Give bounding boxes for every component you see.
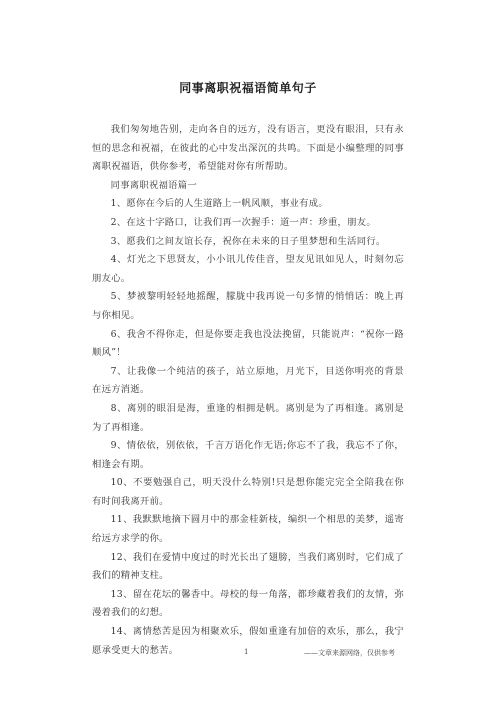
page-number: 1 <box>244 648 249 656</box>
list-item: 6、我舍不得你走，但是你要走我也没法挽留，只能说声：“祝你一路顺风”！ <box>92 328 404 359</box>
list-item: 12、我们在爱情中度过的时光长出了翅膀，当我们离别时，它们成了我们的精神支柱。 <box>92 551 404 582</box>
list-item: 5、梦被黎明轻轻地摇醒，朦胧中我再说一句多情的悄悄话：晚上再与你相见。 <box>92 291 404 321</box>
list-item: 8、离别的眼泪是海，重逢的相拥是帆。离别是为了再相逢。离别是为了再相逢。 <box>92 402 404 433</box>
intro-paragraph: 我们匆匆地告别，走向各自的远方，没有语言，更没有眼泪，只有永恒的思念和祝福，在彼此的心中发出深沉的共鸣。下面是小编整理的同事离职祝福语，供你参考，希望能对你有所帮助。 <box>92 124 404 173</box>
section-heading: 同事离职祝福语篇一 <box>110 179 197 191</box>
list-item: 2、在这十字路口，让我们再一次握手：道一声：珍重，朋友。 <box>110 216 376 228</box>
list-item: 13、留在花坛的馨香中。母校的每一角落，都珍藏着我们的友情，弥漫着我们的幻想。 <box>92 588 404 619</box>
document-title: 同事离职祝福语简单句子 <box>179 81 317 95</box>
document-body <box>92 121 404 660</box>
source-note: ——文章来源网络，仅供参考 <box>304 649 395 657</box>
list-item: 1、愿你在今后的人生道路上一帆风顺，事业有成。 <box>110 198 328 210</box>
list-item: 9、情依依，别依依，千言万语化作无语;你忘不了我，我忘不了你，相逢会有期。 <box>92 440 404 470</box>
list-item: 7、让我像一个纯洁的孩子，站立原地，月光下，目送你明亮的背景在远方消逝。 <box>92 365 404 396</box>
list-item: 14、离情愁苦是因为相聚欢乐，假如重逢有加倍的欢乐，那么，我宁愿承受更大的愁苦。 <box>92 626 404 656</box>
list-item: 4、灯光之下思贤友，小小讯儿传佳音，望友见讯如见人，时刻勿忘朋友心。 <box>92 254 404 284</box>
page-footer <box>0 648 496 662</box>
list-item: 11、我默默地摘下圆月中的那金桂新枝，编织一个相思的美梦，遥寄给远方求学的你。 <box>92 514 404 545</box>
list-item: 10、不要勉强自己，明天没什么特别!只是想你能完完全全陪我在你有时间我离开前。 <box>92 477 404 507</box>
list-item: 3、愿我们之间友谊长存，祝你在未来的日子里梦想和生活同行。 <box>110 235 386 247</box>
